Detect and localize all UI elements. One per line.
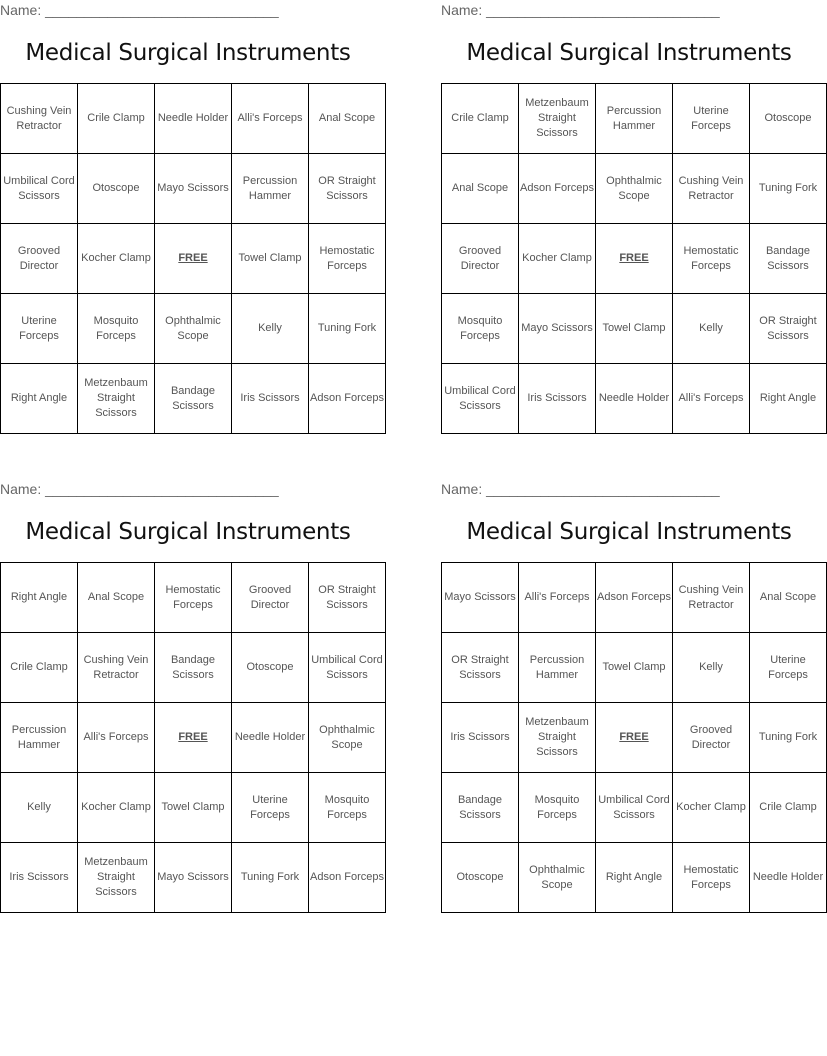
bingo-cell: Tuning Fork: [750, 154, 827, 224]
card-title: Medical Surgical Instruments: [466, 40, 792, 66]
bingo-cell: Kelly: [673, 633, 750, 703]
name-field-label: Name: ______________________________: [0, 2, 279, 18]
bingo-cell: Crile Clamp: [1, 633, 78, 703]
bingo-cell: Hemostatic Forceps: [673, 224, 750, 294]
grid-row: [1, 563, 386, 633]
bingo-cell: Crile Clamp: [78, 84, 155, 154]
bingo-cell: Otoscope: [442, 843, 519, 913]
grid-row: [442, 364, 827, 434]
bingo-cell: OR Straight Scissors: [442, 633, 519, 703]
grid-row: [442, 224, 827, 294]
bingo-cell: Alli's Forceps: [519, 563, 596, 633]
grid-row: [442, 773, 827, 843]
grid-row: [1, 633, 386, 703]
card-title: Medical Surgical Instruments: [466, 519, 792, 545]
bingo-cell: OR Straight Scissors: [750, 294, 827, 364]
grid-row: [1, 703, 386, 773]
bingo-cell: Percussion Hammer: [596, 84, 673, 154]
free-space: FREE: [596, 703, 673, 773]
grid-row: [1, 773, 386, 843]
bingo-cell: Umbilical Cord Scissors: [442, 364, 519, 434]
bingo-card: [0, 479, 384, 919]
free-space: FREE: [155, 703, 232, 773]
grid-row: [442, 703, 827, 773]
bingo-cell: Grooved Director: [673, 703, 750, 773]
bingo-cell: OR Straight Scissors: [309, 154, 386, 224]
bingo-cell: Right Angle: [596, 843, 673, 913]
bingo-cell: Umbilical Cord Scissors: [596, 773, 673, 843]
bingo-cell: Mosquito Forceps: [78, 294, 155, 364]
name-field-label: Name: ______________________________: [441, 2, 720, 18]
bingo-cell: Otoscope: [78, 154, 155, 224]
bingo-cell: Percussion Hammer: [519, 633, 596, 703]
bingo-cell: Alli's Forceps: [78, 703, 155, 773]
bingo-cell: Ophthalmic Scope: [519, 843, 596, 913]
bingo-cell: Adson Forceps: [309, 364, 386, 434]
bingo-cell: Iris Scissors: [232, 364, 309, 434]
bingo-card: [441, 479, 824, 919]
bingo-cell: Ophthalmic Scope: [309, 703, 386, 773]
bingo-cell: Umbilical Cord Scissors: [309, 633, 386, 703]
bingo-cell: Towel Clamp: [596, 294, 673, 364]
bingo-cell: Bandage Scissors: [750, 224, 827, 294]
bingo-cell: Kocher Clamp: [78, 224, 155, 294]
name-field-label: Name: ______________________________: [0, 481, 279, 497]
card-title: Medical Surgical Instruments: [25, 519, 351, 545]
bingo-cell: Bandage Scissors: [155, 633, 232, 703]
bingo-cell: Cushing Vein Retractor: [78, 633, 155, 703]
bingo-cell: Otoscope: [232, 633, 309, 703]
bingo-cell: Grooved Director: [442, 224, 519, 294]
bingo-cell: Metzenbaum Straight Scissors: [78, 364, 155, 434]
bingo-cell: Towel Clamp: [596, 633, 673, 703]
bingo-cell: Tuning Fork: [309, 294, 386, 364]
bingo-cell: Cushing Vein Retractor: [673, 563, 750, 633]
bingo-cell: Iris Scissors: [442, 703, 519, 773]
bingo-grid: [0, 83, 386, 434]
bingo-cell: Ophthalmic Scope: [596, 154, 673, 224]
bingo-cell: Tuning Fork: [750, 703, 827, 773]
bingo-cell: Crile Clamp: [750, 773, 827, 843]
bingo-cell: Metzenbaum Straight Scissors: [519, 84, 596, 154]
grid-row: [1, 224, 386, 294]
bingo-cell: Mayo Scissors: [442, 563, 519, 633]
bingo-grid: [0, 562, 386, 913]
bingo-cell: Grooved Director: [1, 224, 78, 294]
bingo-cell: Anal Scope: [442, 154, 519, 224]
grid-row: [442, 154, 827, 224]
bingo-grid: [441, 83, 827, 434]
bingo-card: [0, 0, 384, 440]
bingo-cell: Towel Clamp: [155, 773, 232, 843]
bingo-cell: Crile Clamp: [442, 84, 519, 154]
bingo-cell: Ophthalmic Scope: [155, 294, 232, 364]
bingo-cell: Uterine Forceps: [673, 84, 750, 154]
bingo-cell: Cushing Vein Retractor: [673, 154, 750, 224]
grid-row: [442, 84, 827, 154]
bingo-grid: [441, 562, 827, 913]
bingo-cell: Adson Forceps: [309, 843, 386, 913]
bingo-cell: Grooved Director: [232, 563, 309, 633]
bingo-cell: Mosquito Forceps: [519, 773, 596, 843]
bingo-cell: Hemostatic Forceps: [673, 843, 750, 913]
bingo-cell: Mosquito Forceps: [309, 773, 386, 843]
bingo-cell: Kocher Clamp: [673, 773, 750, 843]
grid-row: [442, 563, 827, 633]
bingo-cell: Adson Forceps: [519, 154, 596, 224]
bingo-cell: Needle Holder: [596, 364, 673, 434]
bingo-cell: Cushing Vein Retractor: [1, 84, 78, 154]
bingo-cell: Kocher Clamp: [78, 773, 155, 843]
grid-row: [442, 633, 827, 703]
bingo-cell: Uterine Forceps: [1, 294, 78, 364]
bingo-cell: Uterine Forceps: [232, 773, 309, 843]
bingo-cell: Kelly: [232, 294, 309, 364]
bingo-cell: Mosquito Forceps: [442, 294, 519, 364]
bingo-cell: Umbilical Cord Scissors: [1, 154, 78, 224]
bingo-cell: Towel Clamp: [232, 224, 309, 294]
bingo-cell: Bandage Scissors: [442, 773, 519, 843]
grid-row: [1, 84, 386, 154]
bingo-cell: Mayo Scissors: [155, 843, 232, 913]
bingo-cell: Uterine Forceps: [750, 633, 827, 703]
bingo-cell: Kelly: [673, 294, 750, 364]
bingo-cell: Needle Holder: [155, 84, 232, 154]
grid-row: [442, 294, 827, 364]
card-title: Medical Surgical Instruments: [25, 40, 351, 66]
bingo-cell: Anal Scope: [78, 563, 155, 633]
bingo-cell: Adson Forceps: [596, 563, 673, 633]
bingo-cell: Kelly: [1, 773, 78, 843]
bingo-cell: Anal Scope: [309, 84, 386, 154]
bingo-cell: Percussion Hammer: [232, 154, 309, 224]
bingo-cell: Otoscope: [750, 84, 827, 154]
bingo-cell: Right Angle: [1, 563, 78, 633]
bingo-cell: Mayo Scissors: [519, 294, 596, 364]
grid-row: [1, 294, 386, 364]
bingo-cell: Tuning Fork: [232, 843, 309, 913]
bingo-cell: Metzenbaum Straight Scissors: [519, 703, 596, 773]
bingo-cell: Needle Holder: [750, 843, 827, 913]
bingo-cell: Mayo Scissors: [155, 154, 232, 224]
bingo-cell: Anal Scope: [750, 563, 827, 633]
free-space: FREE: [155, 224, 232, 294]
bingo-cell: Metzenbaum Straight Scissors: [78, 843, 155, 913]
bingo-cell: Bandage Scissors: [155, 364, 232, 434]
bingo-cell: Kocher Clamp: [519, 224, 596, 294]
bingo-cell: Percussion Hammer: [1, 703, 78, 773]
bingo-cell: Needle Holder: [232, 703, 309, 773]
bingo-cell: Alli's Forceps: [232, 84, 309, 154]
grid-row: [1, 843, 386, 913]
bingo-card: [441, 0, 817, 440]
bingo-cell: Hemostatic Forceps: [155, 563, 232, 633]
grid-row: [1, 364, 386, 434]
free-space: FREE: [596, 224, 673, 294]
bingo-cell: Alli's Forceps: [673, 364, 750, 434]
bingo-cell: Right Angle: [1, 364, 78, 434]
bingo-cell: Right Angle: [750, 364, 827, 434]
bingo-cell: Iris Scissors: [519, 364, 596, 434]
bingo-cell: Hemostatic Forceps: [309, 224, 386, 294]
bingo-cell: OR Straight Scissors: [309, 563, 386, 633]
grid-row: [1, 154, 386, 224]
name-field-label: Name: ______________________________: [441, 481, 720, 497]
grid-row: [442, 843, 827, 913]
bingo-cell: Iris Scissors: [1, 843, 78, 913]
